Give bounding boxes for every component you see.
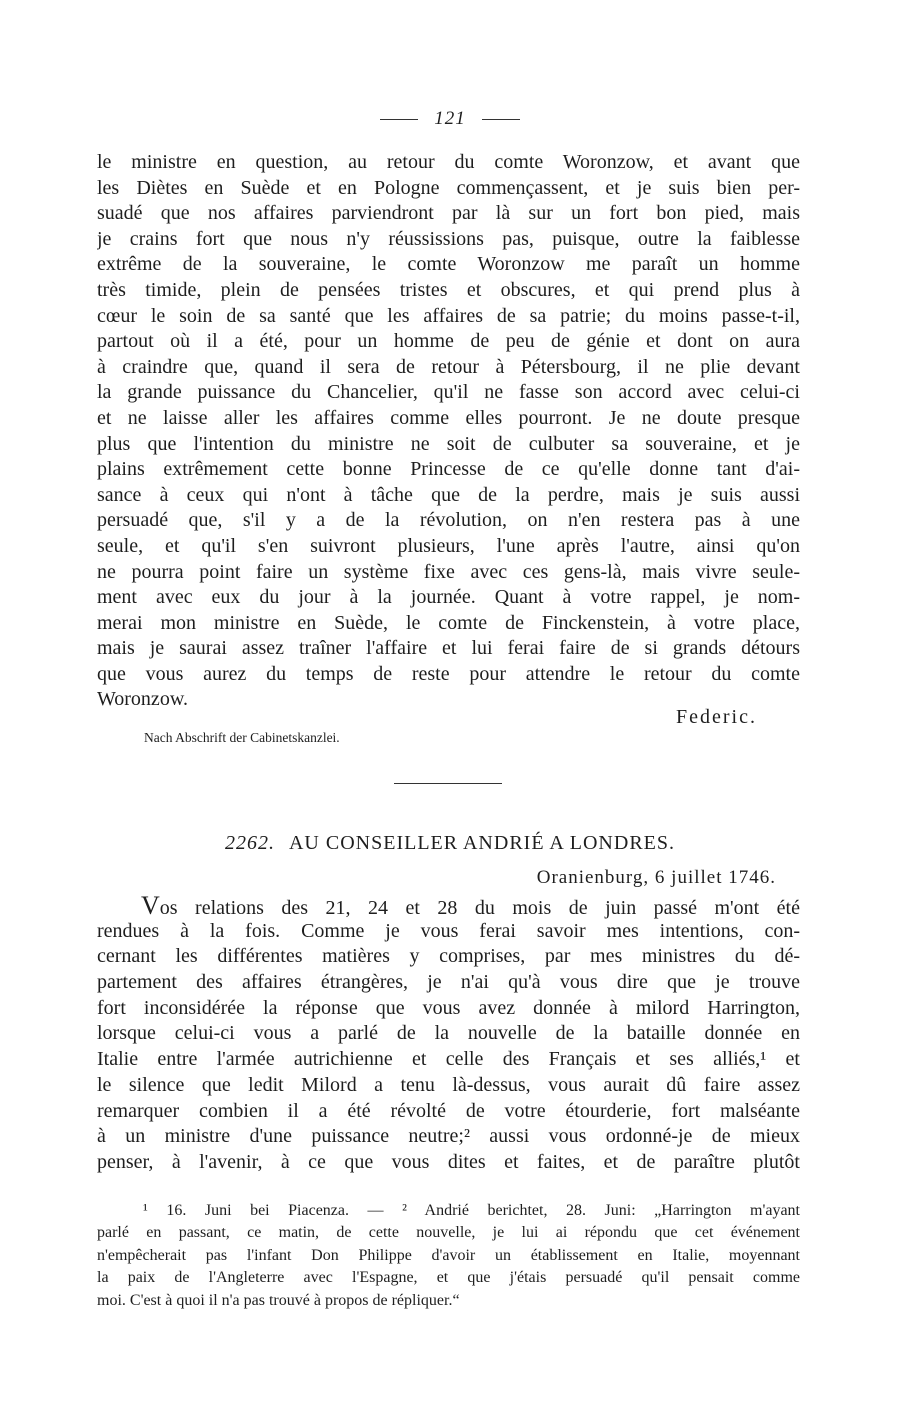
letter-title: AU CONSEILLER ANDRIÉ A LONDRES. [288, 832, 675, 854]
text-line: penser, à l'avenir, à ce que vous dites et faites, et de paraître plutôt [97, 1150, 800, 1173]
text-line: plains extrêmement cette bonne Princesse de ce qu'elle donne tant d'ai- [97, 458, 800, 481]
first-line-text: os relations des 21, 24 et 28 du mois de juin passé m'ont été [159, 897, 800, 919]
letter-heading [0, 830, 900, 856]
footnote-line: parlé en passant, ce matin, de cette nouvelle, je lui ai répondu que cet événement [97, 1224, 800, 1242]
letter-body [97, 893, 800, 1176]
text-line: plus que l'intention du ministre ne soit de culbuter sa souveraine, et je [97, 432, 800, 455]
text-line: les Diètes en Suède et en Pologne commençassent, et je suis bien per- [97, 176, 800, 199]
text-line: et ne laisse aller les affaires comme elles pourront. Je ne doute presque [97, 406, 800, 429]
text-line: cernant les différentes matières y comprises, par mes ministres du dé- [97, 945, 800, 968]
section-separator [394, 783, 502, 784]
text-line: suadé que nos affaires parviendront par là sur un fort bon pied, mais [97, 202, 800, 225]
text-line: à craindre que, quand il sera de retour à Pétersbourg, il ne plie devant [97, 355, 800, 378]
text-line: mais je saurai assez traîner l'affaire et lui ferai faire de si grands détours [97, 637, 800, 660]
text-line: ment avec eux du jour à la journée. Quant à votre rappel, je nom- [97, 586, 800, 609]
text-line: le ministre en question, au retour du comte Woronzow, et avant que [97, 151, 800, 173]
text-line: Woronzow. [97, 688, 188, 711]
text-line [97, 893, 800, 919]
text-line: persuadé que, s'il y a de la révolution, on n'en restera pas à une [97, 509, 800, 532]
page-number: 121 [434, 108, 466, 129]
source-note: Nach Abschrift der Cabinetskanzlei. [144, 730, 340, 745]
footnote-line: la paix de l'Angleterre avec l'Espagne, et que j'étais persuadé qu'il pensait comme [97, 1269, 800, 1287]
header-left-rule [380, 119, 418, 120]
text-line: partout où il a été, pour un homme de peu de génie et dont on aura [97, 330, 800, 353]
footnotes [97, 1200, 800, 1312]
text-line: très timide, plein de pensées tristes et obscures, et qui prend plus à [97, 278, 800, 301]
continued-letter-body [97, 150, 800, 713]
page-header [0, 108, 900, 130]
text-line: la grande puissance du Chancelier, qu'il ne fasse son accord avec celui-ci [97, 381, 800, 404]
text-line: merai mon ministre en Suède, le comte de Finckenstein, à votre place, [97, 611, 800, 634]
text-line: ne pourra point faire un système fixe avec ces gens-là, mais vivre seule- [97, 560, 800, 583]
text-line: rendues à la fois. Comme je vous ferai savoir mes intentions, con- [97, 919, 800, 942]
text-line: fort inconsidérée la réponse que vous avez donnée à milord Harrington, [97, 996, 800, 1019]
letter-number: 2262. [224, 832, 275, 854]
text-line: extrême de la souveraine, le comte Woronzow me paraît un homme [97, 253, 800, 276]
text-line: cœur le soin de sa santé que les affaires de sa patrie; du moins passe-t-il, [97, 304, 800, 327]
footnote-line: moi. C'est à quoi il n'a pas trouvé à propos de répliquer.“ [97, 1291, 460, 1309]
text-line: lorsque celui-ci vous a parlé de la nouvelle de la bataille donnée en [97, 1022, 800, 1045]
header-right-rule [482, 119, 520, 120]
text-line: à un ministre d'une puissance neutre;² aussi vous ordonné-je de mieux [97, 1125, 800, 1148]
text-line: Italie entre l'armée autrichienne et celle des Français et ses alliés,¹ et [97, 1048, 800, 1071]
text-line: le silence que ledit Milord a tenu là-dessus, vous aurait dû faire assez [97, 1073, 800, 1096]
signature: Federic. [676, 706, 757, 728]
text-line: partement des affaires étrangères, je n'ai qu'à vous dire que je trouve [97, 971, 800, 994]
dateline: Oranienburg, 6 juillet 1746. [536, 867, 776, 888]
text-line: je crains fort que nous n'y réussissions pas, puisque, outre la faiblesse [97, 227, 800, 250]
footnote-line: ¹ 16. Juni bei Piacenza. — ² Andrié berichtet, 28. Juni: „Harrington m'ayant [143, 1202, 800, 1219]
text-line: sance à ceux qui n'ont à tâche que de la perdre, mais je suis aussi [97, 483, 800, 506]
text-line: que vous aurez du temps de reste pour attendre le retour du comte [97, 662, 800, 685]
text-line: remarquer combien il a été révolté de votre étourderie, fort malséante [97, 1099, 800, 1122]
initial-letter: V [141, 893, 160, 919]
footnote-line: n'empêcherait pas l'infant Don Philippe d'avoir un établissement en Italie, moyennant [97, 1246, 800, 1264]
text-line: seule, et qu'il s'en suivront plusieurs, l'une après l'autre, ainsi qu'on [97, 534, 800, 557]
